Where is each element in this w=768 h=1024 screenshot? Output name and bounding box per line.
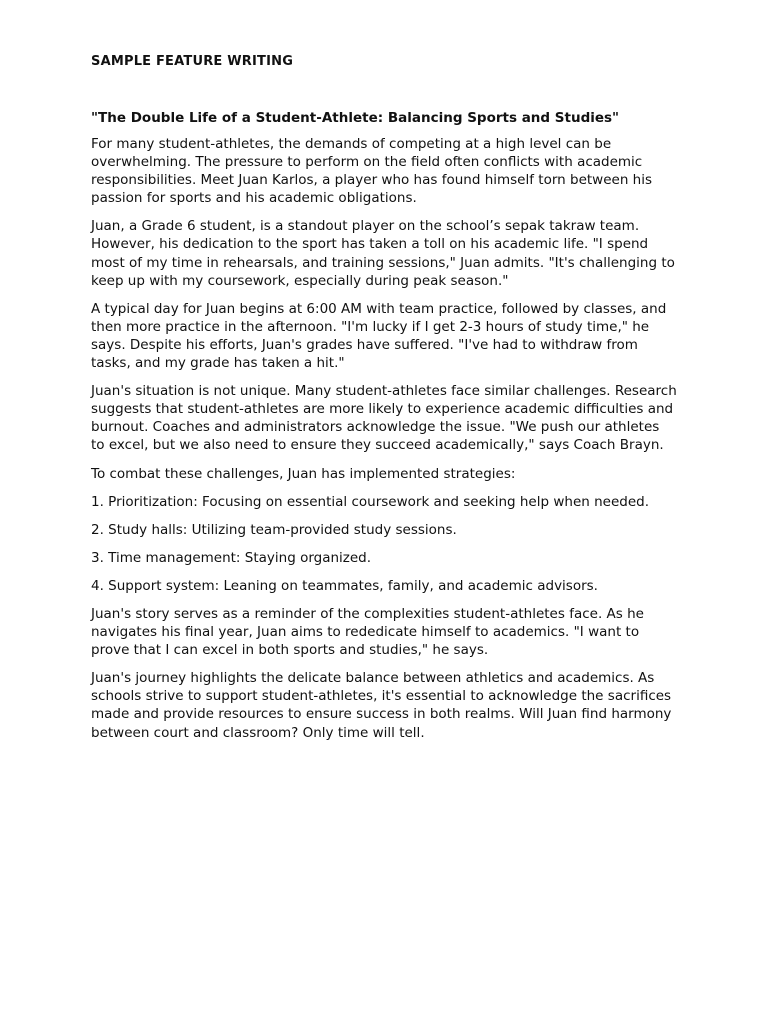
paragraph-typical-day: A typical day for Juan begins at 6:00 AM with team practice, followed by classes, and then more practice in the afternoon. "I'm lucky if I get 2-3 hours of study time," he says. Despite his efforts, Juan's grades have suffered. "I've had to withdraw from tasks, and my grade has taken a hit." — [91, 300, 667, 372]
article-title: "The Double Life of a Student-Athlete: Balancing Sports and Studies" — [91, 110, 620, 126]
paragraph-strategies-intro: To combat these challenges, Juan has implemented strategies: — [91, 465, 516, 482]
strategy-item: 3. Time management: Staying organized. — [91, 549, 372, 566]
strategy-item: 1. Prioritization: Focusing on essential coursework and seeking help when needed. — [91, 493, 649, 510]
paragraph-intro: For many student-athletes, the demands of competing at a high level can be overwhelming. The pressure to perform on the field often conflicts with academic responsibilities. Meet Juan Karlos, a player who has found himself torn between his passion for sports and his academic obligations. — [91, 136, 653, 207]
strategy-item: 2. Study halls: Utilizing team-provided study sessions. — [91, 521, 457, 538]
paragraph-not-unique: Juan's situation is not unique. Many student-athletes face similar challenges. Research suggests that student-athletes are more likely to experience academic difficulties and burnout. Coaches and administrators acknowledge the issue. "We push our athletes to excel, but we also need to ensure they succeed academically," says Coach Brayn. — [91, 383, 677, 454]
document-label: SAMPLE FEATURE WRITING — [91, 54, 294, 69]
paragraph-conclusion: Juan's journey highlights the delicate balance between athletics and academics. As schools strive to support student-athletes, it's essential to acknowledge the sacrifices made and provide resources to ensure success in both realms. Will Juan find harmony between court and classroom? Only time will tell. — [91, 670, 672, 741]
document-page — [91, 53, 677, 752]
paragraph-reminder: Juan's story serves as a reminder of the complexities student-athletes face. As he navigates his final year, Juan aims to rededicate himself to academics. "I want to prove that I can excel in both sports and studies," he says. — [91, 605, 644, 659]
paragraph-juan-background: Juan, a Grade 6 student, is a standout player on the school’s sepak takraw team. However, his dedication to the sport has taken a toll on his academic life. "I spend most of my time in rehearsals, and training sessions," Juan admits. "It's challenging to keep up with my coursework, especially during peak season." — [91, 218, 675, 289]
strategy-item: 4. Support system: Leaning on teammates, family, and academic advisors. — [91, 577, 598, 594]
